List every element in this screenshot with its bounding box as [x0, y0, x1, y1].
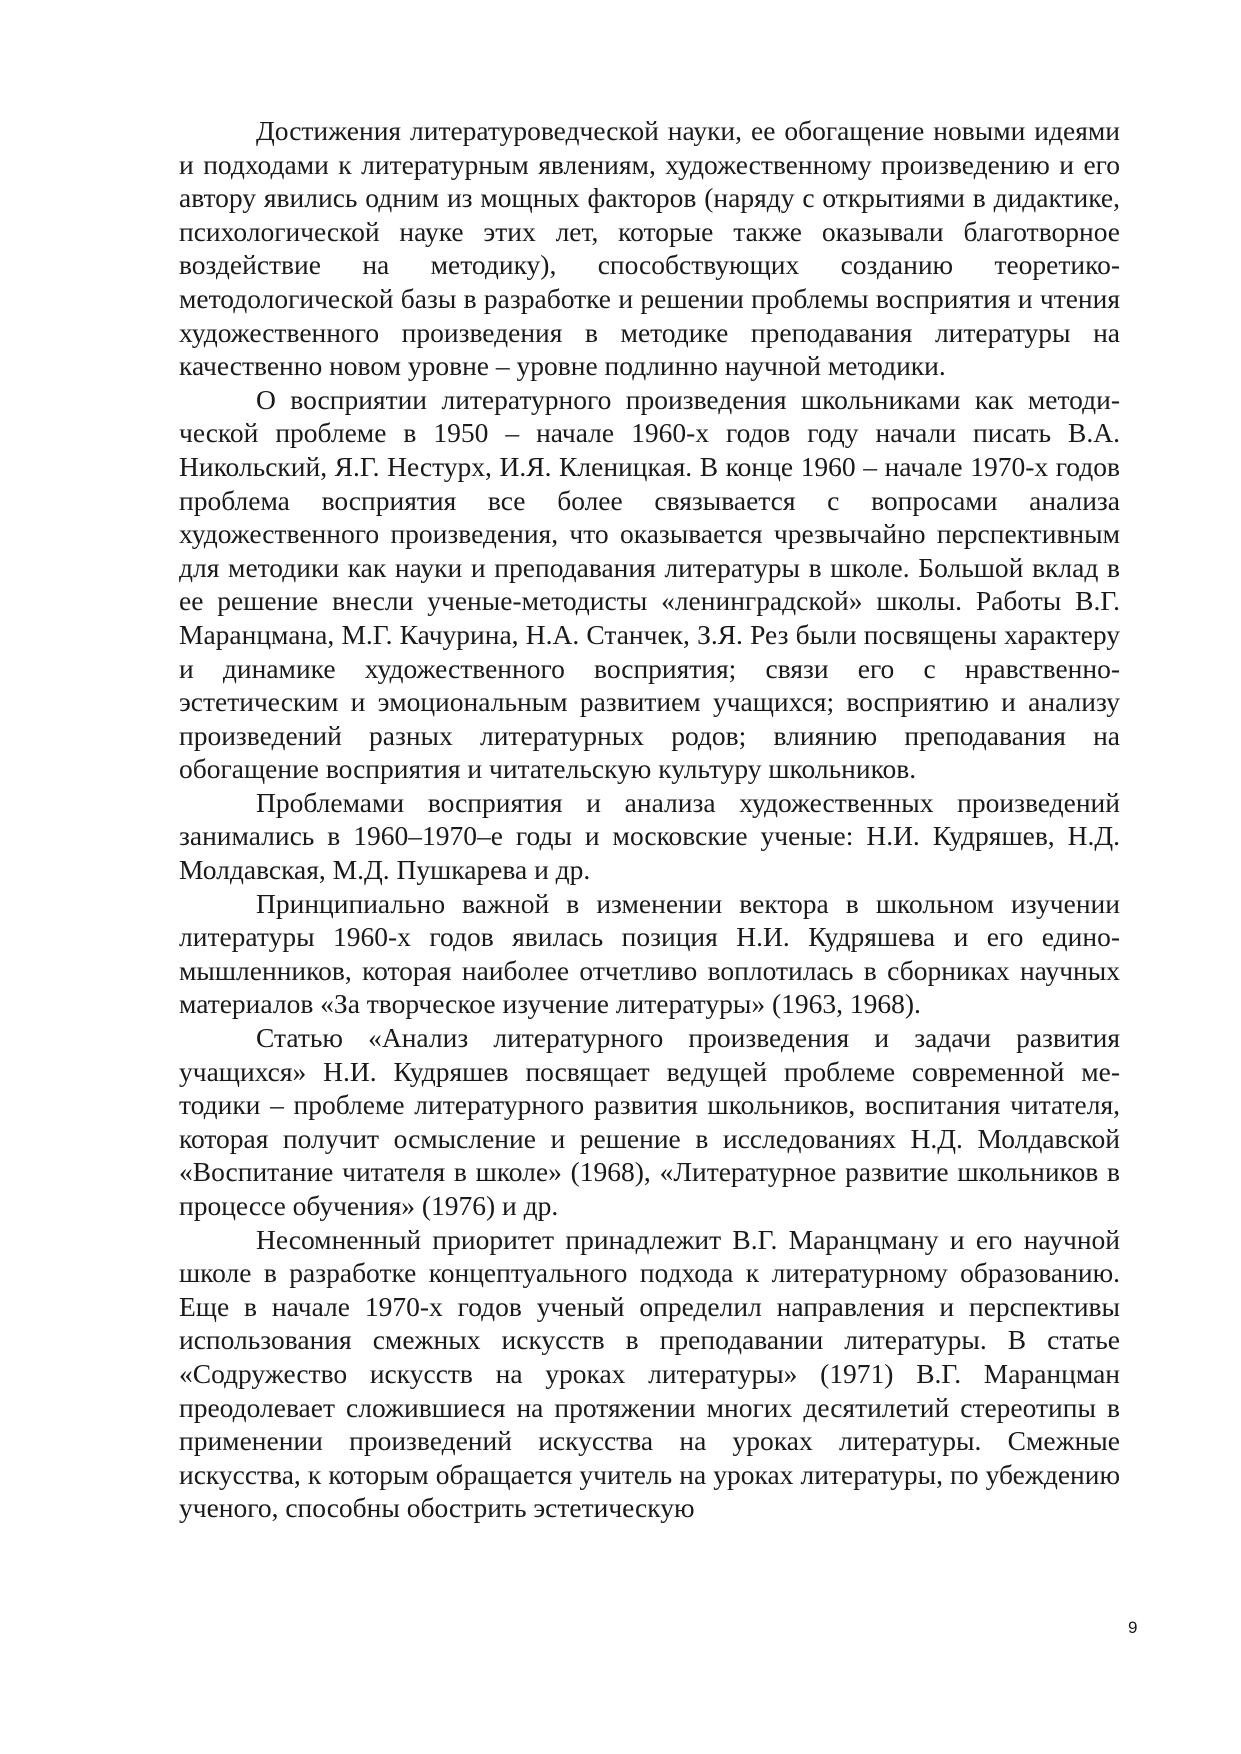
paragraph-2: О восприятии литературного произведения школьниками как методической проблеме в 1950 – начале 1960-х годов году начали писать В.А. Никольский, Я.Г. Нестурх, И.Я. Кленицкая. В конце 1960 – начале 1970-х годов проблема восприятия все более связывается с вопросами анализа художественного произведения, что оказывается чрезвычайно перспективным для методики как науки и преподавания литературы в школе. Большой вклад в ее решение внесли ученые-методисты «ленинградской» школы. Работы В.Г. Маранцмана, М.Г. Качурина, Н.А. Станчек, З.Я. Рез были посвящены характеру и динамике художественного восприятия; связи его с нравственно-эстетическим и эмоциональным развитием учащихся; восприятию и анализу произведений разных литературных родов; влиянию преподавания на обогащение восприятия и читательскую культуру школьников. [179, 383, 1120, 785]
paragraph-3: Проблемами восприятия и анализа художественных произведений занимались в 1960–1970–е годы и московские ученые: Н.И. Кудряшев, Н.Д. Молдавская, М.Д. Пушкарева и др. [179, 786, 1120, 886]
paragraph-5: Статью «Анализ литературного произведения и задачи развития учащихся» Н.И. Кудряшев посвящает ведущей проблеме современной методики – проблеме литературного развития школьников, воспитания читателя, которая получит осмысление и решение в исследованиях Н.Д. Молдавской «Воспитание читателя в школе» (1968), «Литературное развитие школьников в процессе обучения» (1976) и др. [179, 1022, 1120, 1221]
paragraph-6: Несомненный приоритет принадлежит В.Г. Маранцману и его научной школе в разработке концептуального подхода к литературному образованию. Еще в начале 1970-х годов ученый определил направления и перспективы использования смежных искусств в преподавании литературы. В статье «Содружество искусств на уроках литературы» (1971) В.Г. Маранцман преодолевает сложившиеся на протяжении многих десятилетий стереотипы в применении произведений искусства на уроках литературы. Смежные искусства, к которым обращается учитель на уроках литературы, по убеждению ученого, способны обострить эстетическую [179, 1223, 1120, 1524]
paragraph-1: Достижения литературоведческой науки, ее обогащение новыми идеями и подходами к литературным явлениям, художественному произведению и его автору явились одним из мощных факторов (наряду с открытиями в дидактике, психологической науке этих лет, которые также оказывали благотворное воздействие на методику), способствующих созданию теоретико-методологической базы в разработке и решении проблемы восприятия и чтения художественного произведения в методике преподавания литературы на качественно новом уровне – уровне подлинно научной методики. [179, 115, 1120, 382]
document-body [179, 114, 1120, 1525]
page-number: 9 [1128, 1618, 1138, 1637]
paragraph-4: Принципиально важной в изменении вектора в школьном изучении литературы 1960-х годов явилась позиция Н.И. Кудряшева и его единомышленников, которая наиболее отчетливо воплотилась в сборниках научных материалов «За творческое изучение литературы» (1963, 1968). [179, 887, 1120, 1020]
